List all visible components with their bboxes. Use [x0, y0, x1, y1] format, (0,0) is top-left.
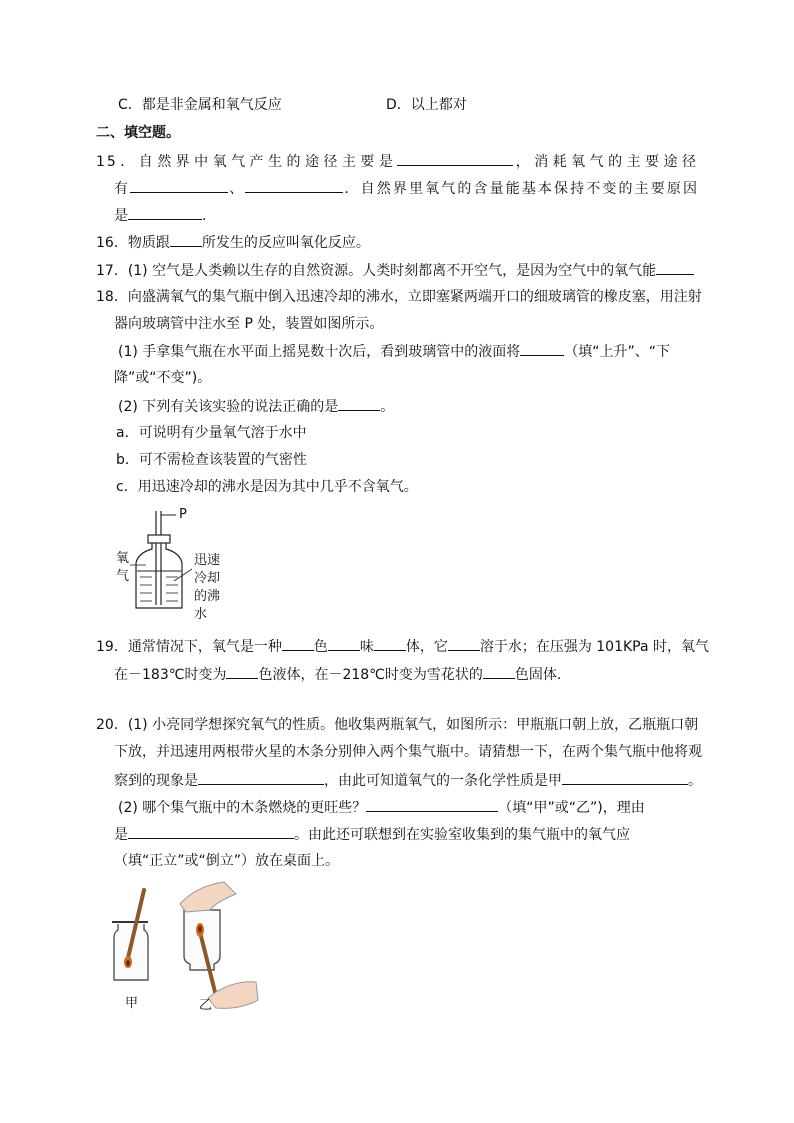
- q18-stem-line1: 18．向盛满氧气的集气瓶中倒入迅速冷却的沸水，立即塞紧两端开口的细玻璃管的橡皮塞，用注射: [96, 289, 702, 305]
- q19-text-c: 味: [359, 639, 374, 655]
- q18-part2-end: 。: [380, 399, 395, 415]
- q20-text-3a: 察到的现象是: [114, 773, 198, 789]
- q20-line4: [118, 797, 645, 818]
- q16: [96, 232, 370, 253]
- q18-blank-1[interactable]: [520, 341, 564, 356]
- q18-part2: [118, 396, 394, 417]
- q14-option-c: C．都是非金属和氧气反应: [118, 97, 282, 113]
- q15-text-d: 、: [228, 181, 246, 197]
- q19-blank-5[interactable]: [226, 664, 258, 679]
- q20-line3: [114, 770, 702, 791]
- label-yi: 乙: [199, 998, 213, 1013]
- label-jia: 甲: [125, 996, 139, 1011]
- q20-bottles-figure: [104, 876, 274, 1016]
- q19-text-e: 溶于水；在压强为 101KPa 时，氧气: [479, 639, 710, 655]
- q17-blank[interactable]: [656, 260, 694, 275]
- q19-blank-6[interactable]: [483, 664, 515, 679]
- q19-text-d: 体，它: [405, 639, 448, 655]
- q19-blank-4[interactable]: [448, 636, 480, 651]
- q20-line1: 20．(1) 小亮同学想探究氧气的性质。他收集两瓶氧气，如图所示：甲瓶瓶口朝上放，乙瓶瓶口朝: [96, 717, 699, 733]
- q15-blank-2[interactable]: [130, 178, 228, 193]
- q19-line2: [114, 664, 561, 685]
- q15-text-b: ，消耗氧气的主要途径: [513, 154, 698, 170]
- q20-blank-3[interactable]: [366, 797, 498, 812]
- q15-text-e: ．自然界里氧气的含量能基本保持不变的主要原因: [343, 181, 699, 197]
- q20-blank-1[interactable]: [198, 770, 324, 785]
- label-water-2: 冷却: [194, 571, 221, 586]
- q15-line2: [114, 178, 698, 199]
- q20-text-4b: （填“甲”或“乙”)，理由: [498, 800, 645, 816]
- label-oxygen-2: 气: [116, 569, 130, 584]
- q16-text-b: 所发生的反应叫氧化反应。: [201, 235, 370, 251]
- q18-stem-line2: 器向玻璃管中注水至 P 处，装置如图所示。: [114, 316, 384, 332]
- q18-option-c: c．用迅速冷却的沸水是因为其中几乎不含氧气。: [116, 479, 418, 495]
- q15-text-g: .: [202, 208, 207, 224]
- q20-text-5b: 。由此还可联想到在实验室收集到的集气瓶中的氧气应: [294, 827, 630, 843]
- q19-text-b: 色: [313, 639, 328, 655]
- q20-text-3c: 。: [688, 773, 702, 789]
- q16-blank[interactable]: [170, 232, 202, 247]
- q19-text-f: 在－183℃时变为: [114, 667, 227, 683]
- section-title: 二、填空题。: [96, 125, 180, 141]
- q18-part1: [118, 341, 670, 362]
- q18-apparatus-figure: [112, 505, 242, 630]
- q19-blank-3[interactable]: [374, 636, 406, 651]
- q20-line2: 下放，并迅速用两根带火星的木条分别伸入两个集气瓶中。请猜想一下，在两个集气瓶中他将观: [114, 744, 702, 760]
- q15-blank-1[interactable]: [397, 151, 513, 166]
- q19-blank-1[interactable]: [282, 636, 314, 651]
- q20-text-5a: 是: [114, 827, 128, 843]
- q20-text-4a: (2) 哪个集气瓶中的木条燃烧的更旺些？: [118, 800, 367, 816]
- q20-text-3b: ，由此可知道氧气的一条化学性质是甲: [324, 773, 562, 789]
- q18-part1-hint: （填“上升”、“下: [564, 344, 671, 360]
- q15-line3: [114, 205, 206, 226]
- q20-blank-2[interactable]: [562, 770, 688, 785]
- q19-text-g: 色液体，在－218℃时变为雪花状的: [258, 667, 483, 683]
- q16-text-a: 16．物质跟: [96, 235, 170, 251]
- inverted-bottle-icon: [180, 882, 258, 1008]
- q18-blank-2[interactable]: [338, 396, 380, 411]
- q20-blank-4[interactable]: [128, 824, 294, 839]
- q19-blank-2[interactable]: [328, 636, 360, 651]
- q18-option-a: a．可说明有少量氧气溶于水中: [116, 425, 307, 441]
- q20-line5: [114, 824, 630, 845]
- q17-text: 17．(1) 空气是人类赖以生存的自然资源。人类时刻都离不开空气，是因为空气中的氧气能: [96, 263, 657, 279]
- q18-part2-text: (2) 下列有关该实验的说法正确的是: [118, 399, 339, 415]
- q19-text-h: 色固体.: [514, 667, 562, 683]
- q15-blank-3[interactable]: [245, 178, 343, 193]
- q15-text-f: 是: [114, 208, 128, 224]
- q19-text-a: 19．通常情况下，氧气是一种: [96, 639, 282, 655]
- q15-line1: [96, 151, 698, 172]
- q15-text-c: 有: [114, 181, 131, 197]
- label-water-3: 的沸: [194, 589, 221, 604]
- upright-bottle-icon: [112, 890, 148, 980]
- q18-part1-text: (1) 手拿集气瓶在水平面上摇晃数十次后，看到玻璃管中的液面将: [118, 344, 521, 360]
- label-p: P: [179, 507, 187, 522]
- q18-option-b: b．可不需检查该装置的气密性: [116, 452, 307, 468]
- label-oxygen-1: 氧: [116, 551, 130, 566]
- gas-bottle-icon: [112, 505, 242, 630]
- q18-part1-cont: 降”或“不变”)。: [114, 370, 212, 386]
- label-water-1: 迅速: [194, 553, 221, 568]
- q20-line6: （填“正立”或“倒立”）放在桌面上。: [114, 853, 340, 869]
- q15-text-a: 15．自然界中氧气产生的途径主要是: [96, 154, 398, 170]
- label-water-4: 水: [194, 607, 208, 622]
- q15-blank-4[interactable]: [128, 205, 202, 220]
- q14-option-d: D．以上都对: [386, 97, 467, 113]
- q19-line1: [96, 636, 709, 657]
- q17: [96, 260, 694, 281]
